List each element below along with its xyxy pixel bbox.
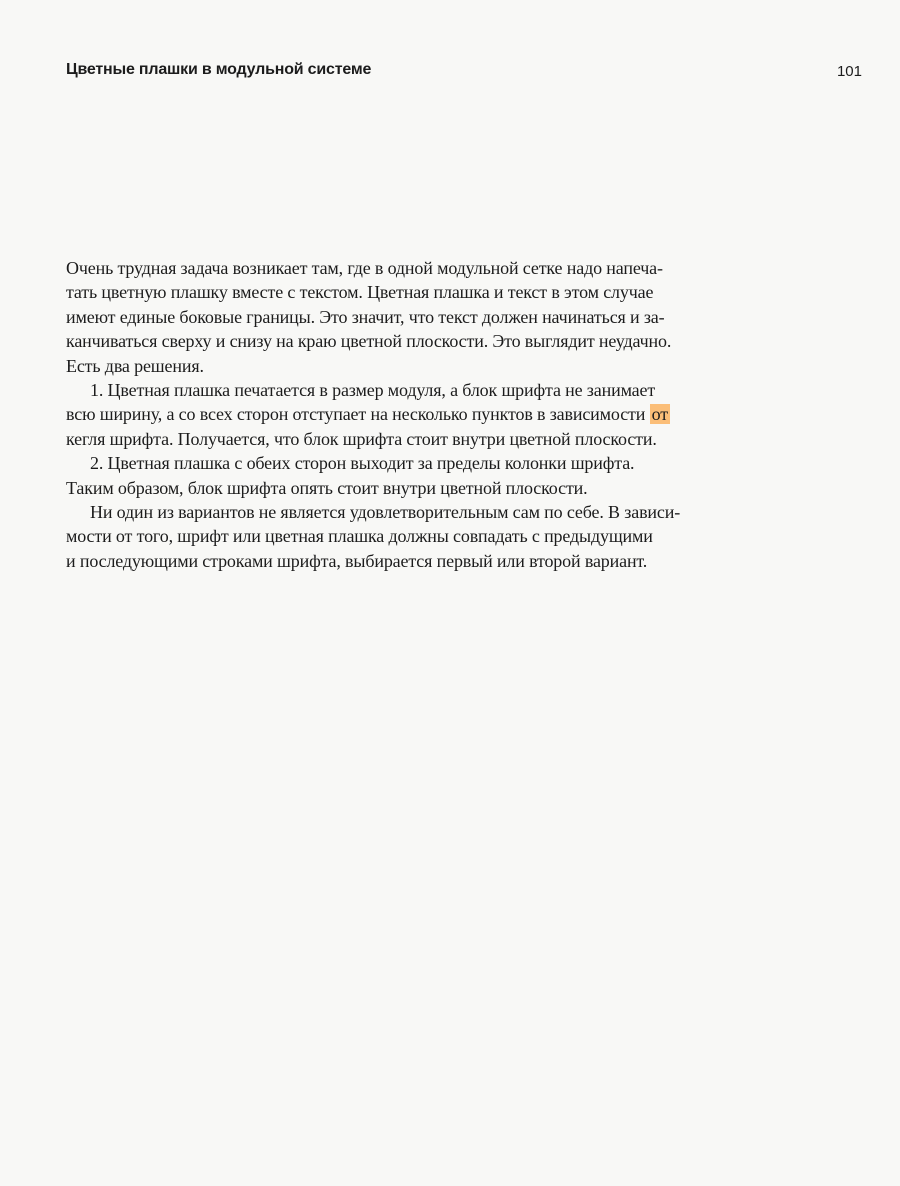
- text-line: канчиваться сверху и снизу на краю цветной плоскости. Это выглядит неудачно.: [66, 331, 672, 352]
- text-segment: всю ширину, а со всех сторон отступает на несколько пунктов в зависимости: [66, 404, 646, 425]
- text-line: мости от того, шрифт или цветная плашка должны совпадать с предыдущими: [66, 526, 653, 547]
- page-header-title: Цветные плашки в модульной системе: [66, 61, 372, 78]
- highlighted-word[interactable]: от: [651, 404, 668, 425]
- text-line: тать цветную плашку вместе с текстом. Цветная плашка и текст в этом случае: [66, 282, 654, 303]
- text-line: имеют единые боковые границы. Это значит, что текст должен начинаться и за-: [66, 306, 665, 327]
- text-line: кегля шрифта. Получается, что блок шрифта стоит внутри цветной плоскости.: [66, 428, 657, 449]
- text-line: 2. Цветная плашка с обеих сторон выходит за пределы колонки шрифта.: [90, 453, 635, 474]
- text-line: 1. Цветная плашка печатается в размер модуля, а блок шрифта не занимает: [90, 380, 656, 401]
- text-line: Очень трудная задача возникает там, где в одной модульной сетке надо напеча-: [66, 258, 663, 278]
- body-text: [66, 256, 680, 573]
- text-line: и последующими строками шрифта, выбирается первый или второй вариант.: [66, 550, 648, 571]
- page-number: 101: [836, 63, 862, 80]
- text-line: Есть два решения.: [66, 355, 204, 376]
- text-line: Таким образом, блок шрифта опять стоит внутри цветной плоскости.: [66, 477, 588, 498]
- text-line-with-highlight: [66, 402, 680, 426]
- text-line: Ни один из вариантов не является удовлетворительным сам по себе. В зависи-: [90, 502, 681, 523]
